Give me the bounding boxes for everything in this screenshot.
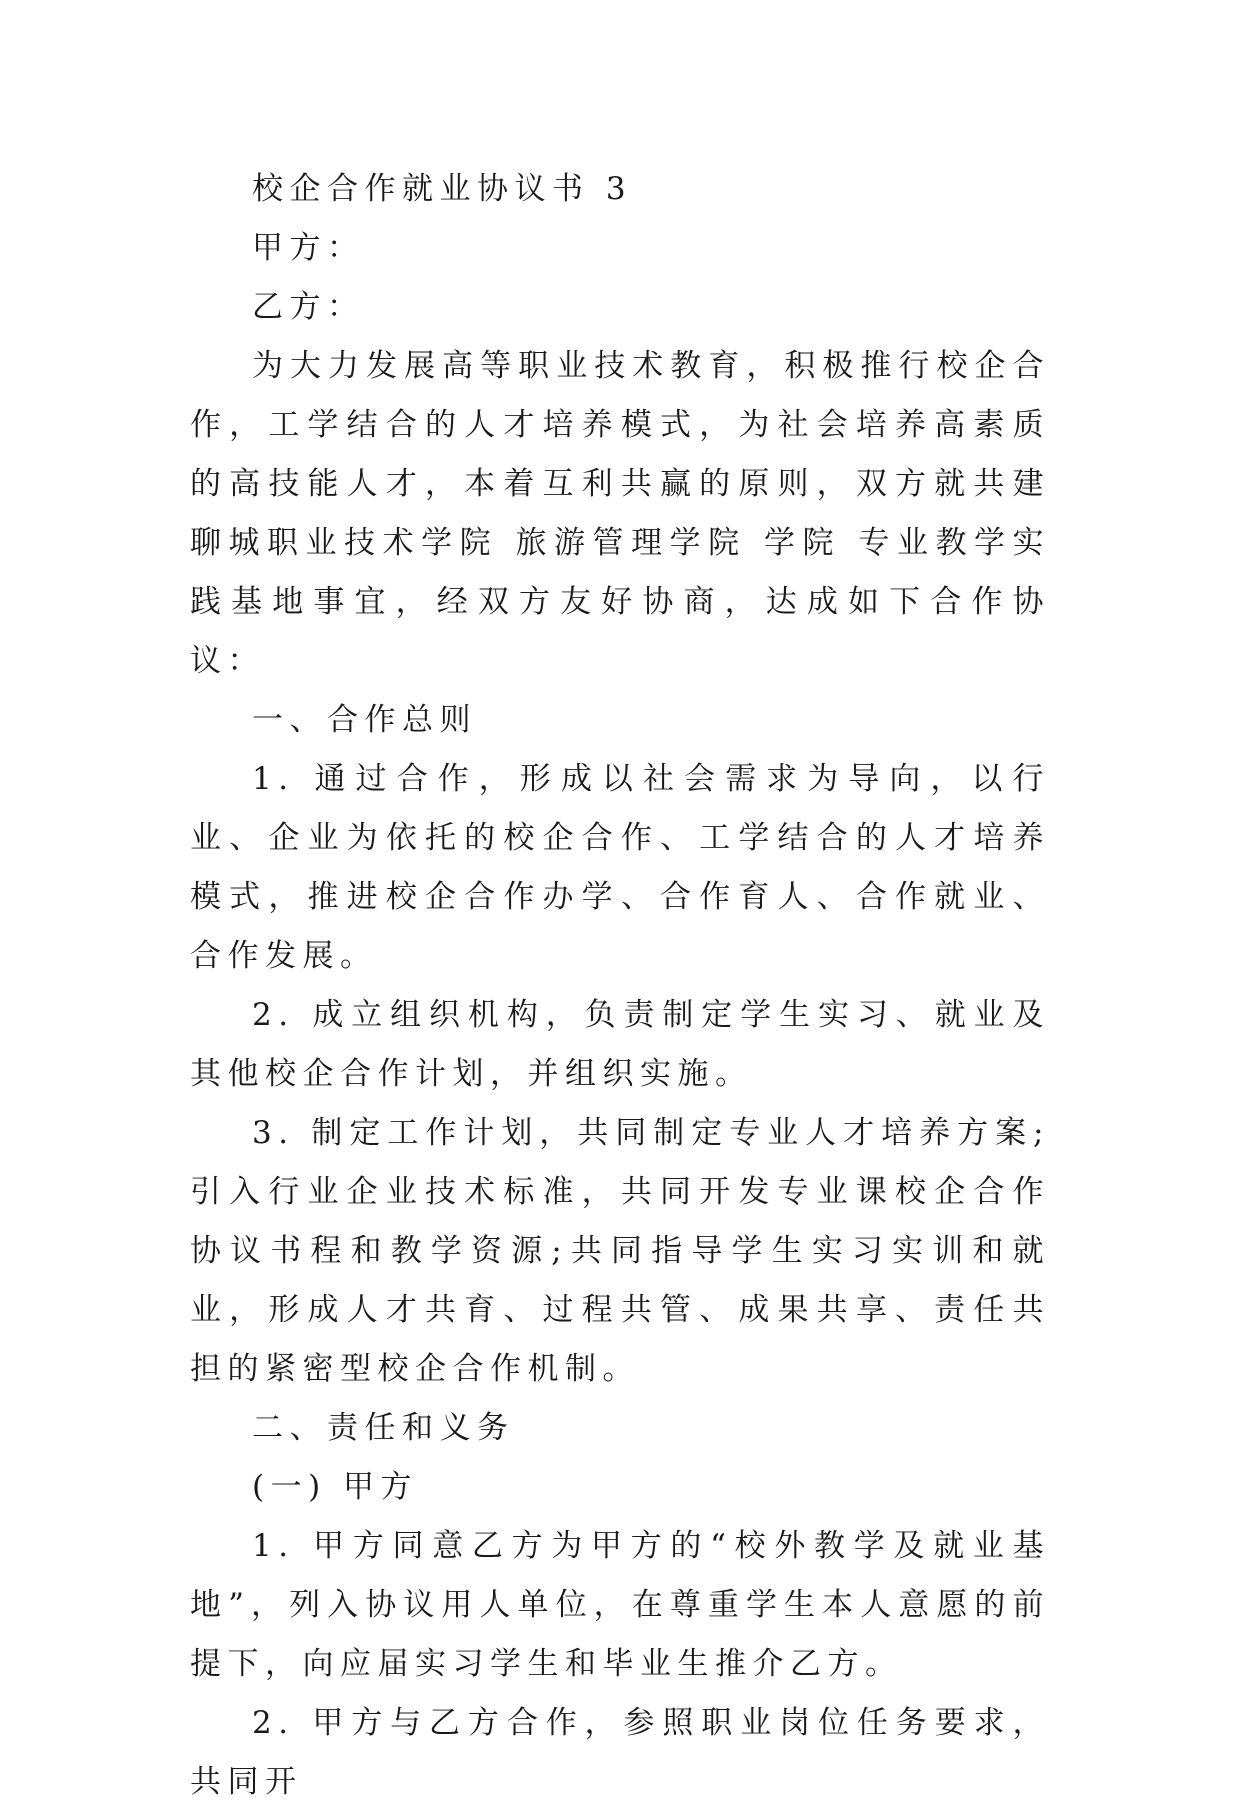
subsection-party-a: (一) 甲方 [252,1469,419,1505]
general-item-1: 1. 通过合作，形成以社会需求为导向，以行业、企业为依托的校企合作、工学结合的人才培养模式，推进校企合作办学、合作育人、合作就业、合作发展。 [190,761,1050,974]
section-heading-general: 一、合作总则 [252,702,477,738]
document-page [190,160,1050,1812]
party-a-item-2: 2. 甲方与乙方合作，参照职业岗位任务要求，共同开 [190,1705,1050,1800]
general-item-2: 2. 成立组织机构，负责制定学生实习、就业及其他校企合作计划，并组织实施。 [190,997,1050,1092]
party-a-line: 甲方： [252,230,365,266]
party-b-line: 乙方： [252,289,365,325]
general-item-3: 3. 制定工作计划，共同制定专业人才培养方案;引入行业企业技术标准，共同开发专业课校企合作协议书程和教学资源;共同指导学生实习实训和就业，形成人才共育、过程共管、成果共享、责任共担的紧密型校企合作机制。 [190,1115,1050,1387]
document-title: 校企合作就业协议书 3 [252,171,633,207]
party-a-item-1: 1. 甲方同意乙方为甲方的“校外教学及就业基地”，列入协议用人单位，在尊重学生本人意愿的前提下，向应届实习学生和毕业生推介乙方。 [190,1528,1050,1682]
intro-paragraph: 为大力发展高等职业技术教育，积极推行校企合作，工学结合的人才培养模式，为社会培养高素质的高技能人才，本着互利共赢的原则，双方就共建聊城职业技术学院 旅游管理学院 学院 专业教学实践基地事宜，经双方友好协商，达成如下合作协议： [190,348,1050,679]
section-heading-duties: 二、责任和义务 [252,1410,515,1446]
